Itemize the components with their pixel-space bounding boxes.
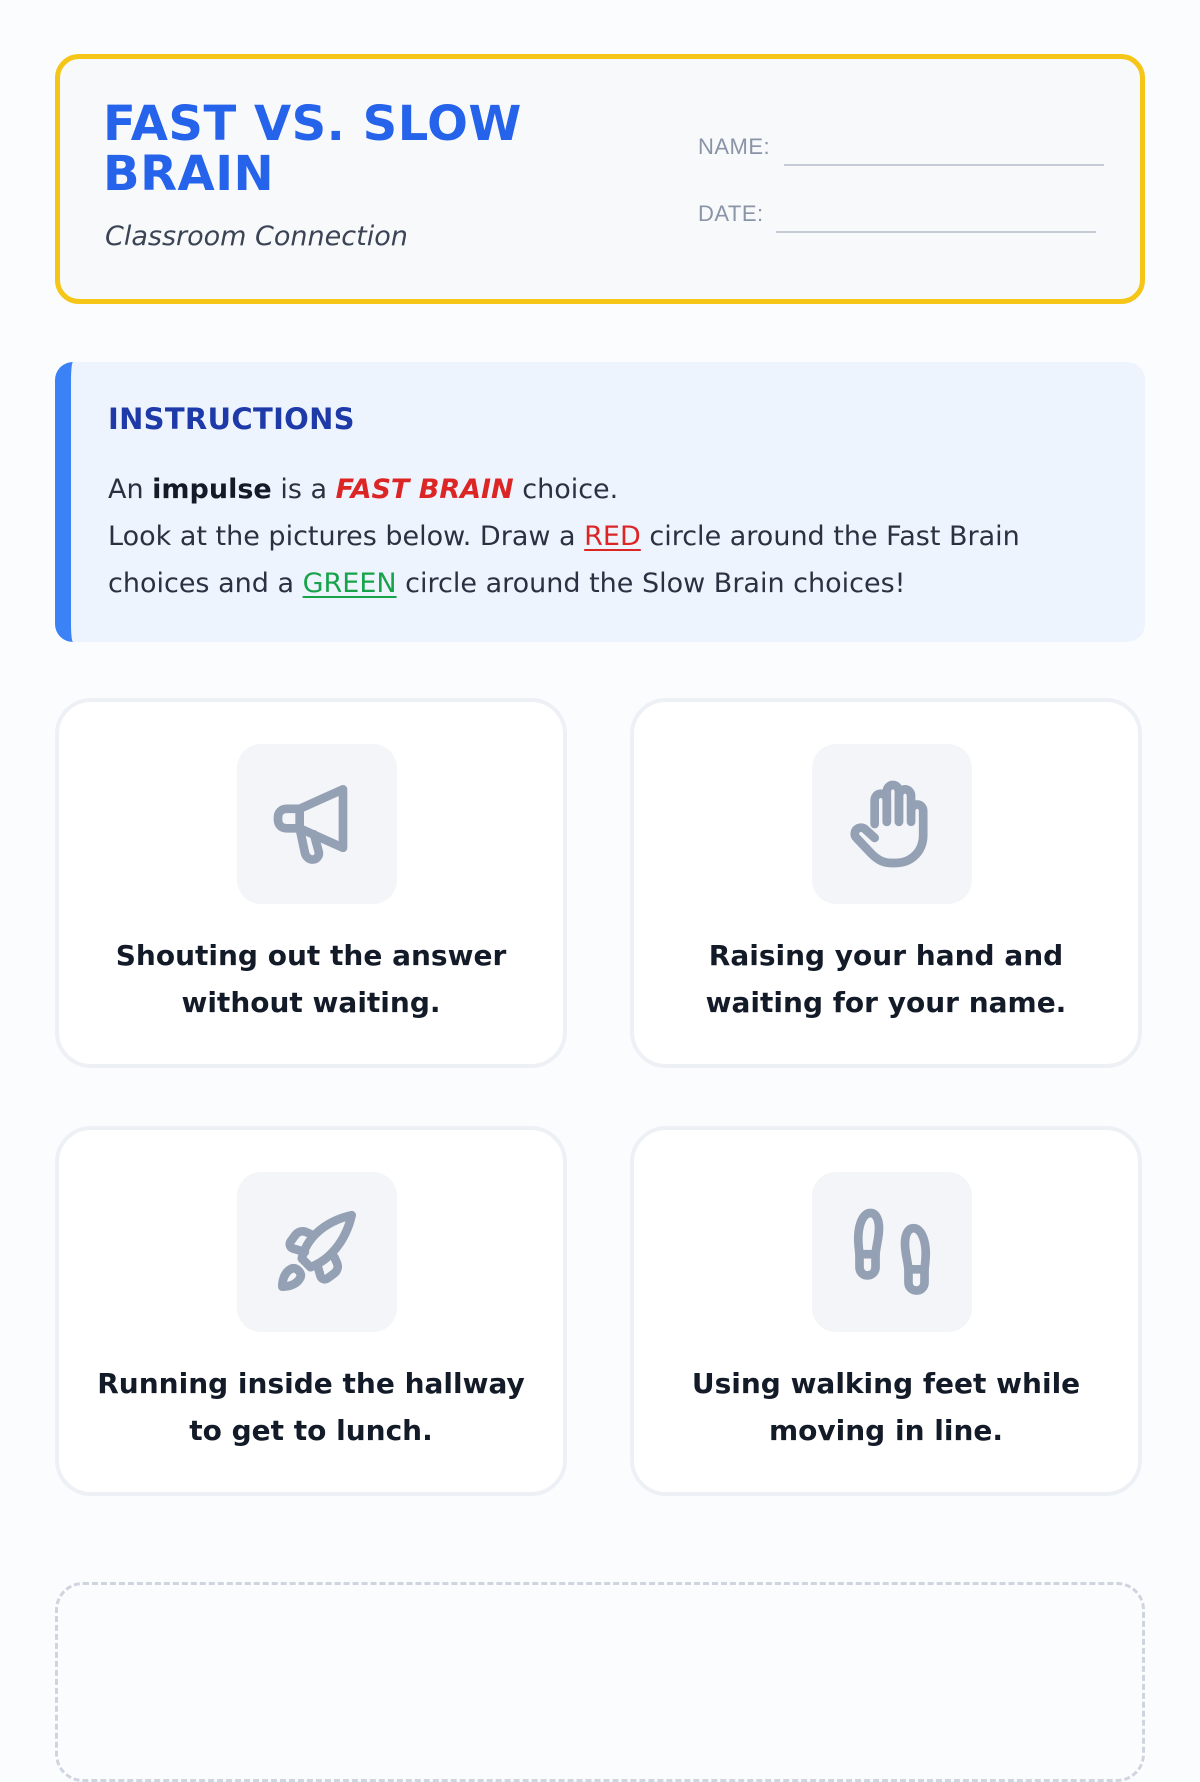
- text-span: choice.: [513, 474, 619, 505]
- rocket-icon: [265, 1200, 369, 1304]
- card-text: Using walking feet while moving in line.: [691, 1367, 1081, 1447]
- icon-box: [812, 1172, 972, 1332]
- green-word: GREEN: [302, 568, 397, 599]
- text-span: circle around the Slow Brain choices!: [396, 568, 906, 599]
- instructions-title: INSTRUCTIONS: [108, 402, 355, 436]
- name-line[interactable]: [784, 136, 1104, 166]
- red-word: RED: [584, 521, 641, 552]
- page-title: FAST VS. SLOW BRAIN: [103, 96, 522, 202]
- choice-card[interactable]: [55, 1126, 567, 1496]
- instructions-line-2: [108, 513, 1088, 607]
- card-text: Running inside the hallway to get to lunch.: [97, 1367, 525, 1447]
- raised-hand-icon: [840, 772, 944, 876]
- icon-box: [237, 744, 397, 904]
- header-card: [55, 54, 1145, 304]
- card-text: Shouting out the answer without waiting.: [115, 939, 507, 1019]
- name-field[interactable]: [698, 134, 1104, 166]
- megaphone-icon: [265, 772, 369, 876]
- icon-box: [237, 1172, 397, 1332]
- choice-card[interactable]: [630, 698, 1142, 1068]
- text-span: Look at the pictures below. Draw a: [108, 521, 585, 552]
- page-subtitle: Classroom Connection: [105, 221, 408, 252]
- text-span: An: [108, 474, 153, 505]
- icon-box: [812, 744, 972, 904]
- date-label: DATE:: [698, 201, 764, 226]
- footprints-icon: [840, 1200, 944, 1304]
- instructions-line-1: [108, 466, 1088, 513]
- date-line[interactable]: [776, 203, 1096, 233]
- card-text: Raising your hand and waiting for your name.: [705, 939, 1067, 1019]
- text-span: circle around the Fast Brain choices and a: [108, 521, 1020, 599]
- impulse-word: impulse: [152, 474, 272, 505]
- dashed-answer-box: [55, 1582, 1145, 1782]
- choice-card[interactable]: [55, 698, 567, 1068]
- date-field[interactable]: [698, 201, 1096, 233]
- instructions-panel: [55, 362, 1145, 642]
- instructions-text: [108, 466, 1088, 607]
- choice-card[interactable]: [630, 1126, 1142, 1496]
- fast-brain-word: FAST BRAIN: [335, 474, 514, 505]
- name-label: NAME:: [698, 134, 771, 159]
- text-span: is a: [271, 474, 336, 505]
